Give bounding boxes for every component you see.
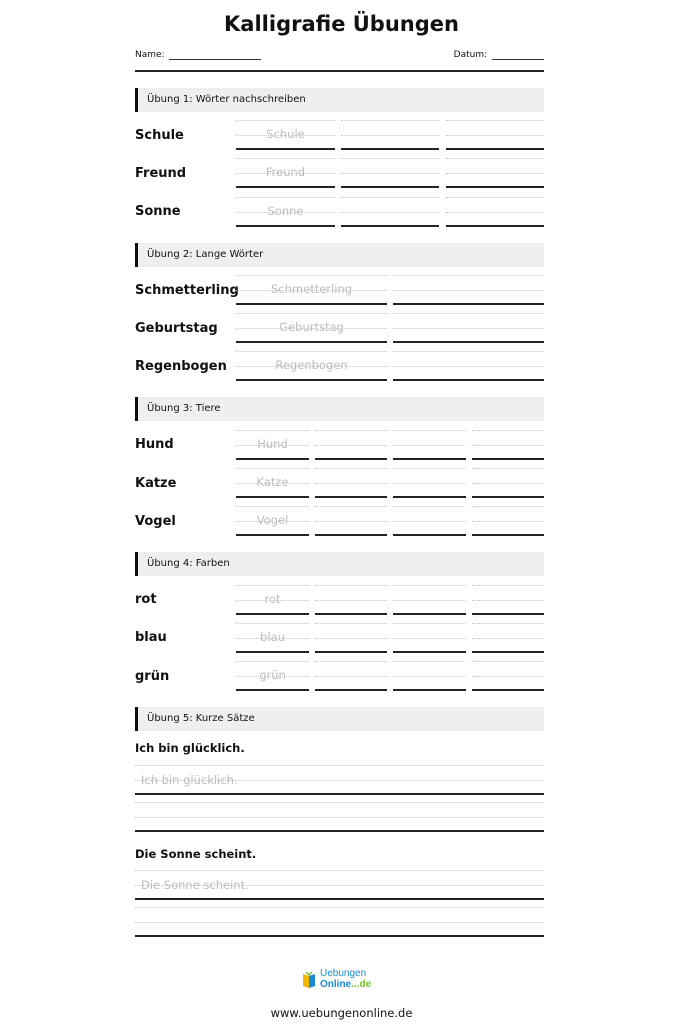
- tracing-box: [236, 468, 309, 498]
- sentence-tracing-text: Die Sonne scheint.: [141, 878, 249, 892]
- tracing-box: [236, 197, 335, 227]
- word-label: Freund: [135, 166, 187, 181]
- tracing-text: Schule: [266, 127, 305, 141]
- tracing-text: Sonne: [267, 204, 304, 218]
- section-2-title: Übung 2: Lange Wörter: [147, 249, 264, 260]
- section-4-header: [135, 552, 544, 576]
- section-2-header: [135, 243, 544, 267]
- section-5-header: [135, 707, 544, 731]
- tracing-box: [236, 430, 309, 460]
- writing-box: [393, 585, 466, 615]
- name-field: [135, 50, 261, 60]
- word-label: Katze: [135, 476, 177, 491]
- tracing-box: [236, 623, 309, 653]
- section-4-title: Übung 4: Farben: [147, 558, 230, 569]
- writing-box: [341, 120, 439, 150]
- tracing-box: [236, 351, 387, 381]
- writing-box: [393, 351, 544, 381]
- writing-box: [393, 430, 466, 460]
- page-title: Kalligrafie Übungen: [224, 12, 459, 36]
- writing-box: [472, 585, 544, 615]
- tracing-box: [236, 120, 335, 150]
- tracing-box: [236, 661, 309, 691]
- writing-box: [393, 661, 466, 691]
- tracing-box: [236, 313, 387, 343]
- sentence-label: Die Sonne scheint.: [135, 847, 257, 861]
- logo-text-top: Uebungen: [320, 968, 367, 979]
- writing-box: [472, 506, 544, 536]
- logo-text-bottom: Online...de: [320, 979, 372, 990]
- sentence-tracing-line: [135, 765, 544, 795]
- writing-box: [446, 158, 544, 188]
- tracing-box: [236, 275, 387, 305]
- tracing-text: Freund: [265, 165, 306, 179]
- sentence-label: Ich bin glücklich.: [135, 741, 245, 755]
- writing-box: [446, 197, 544, 227]
- writing-box: [393, 506, 466, 536]
- word-label: grün: [135, 669, 170, 684]
- tracing-text: Regenbogen: [275, 358, 348, 372]
- word-label: Regenbogen: [135, 359, 227, 374]
- section-3-title: Übung 3: Tiere: [147, 403, 221, 414]
- tracing-text: blau: [260, 630, 285, 644]
- tracing-text: Hund: [257, 437, 288, 451]
- section-5-title: Übung 5: Kurze Sätze: [147, 713, 255, 724]
- writing-box: [315, 468, 387, 498]
- word-label: Schmetterling: [135, 283, 239, 298]
- header-divider: [135, 70, 544, 72]
- tracing-text: Schmetterling: [271, 282, 352, 296]
- date-field: [454, 50, 544, 60]
- writing-box: [315, 623, 387, 653]
- writing-box: [315, 430, 387, 460]
- word-label: Sonne: [135, 204, 181, 219]
- tracing-box: [236, 158, 335, 188]
- writing-box: [446, 120, 544, 150]
- word-label: Hund: [135, 437, 174, 452]
- site-logo[interactable]: [302, 968, 382, 994]
- section-1-title: Übung 1: Wörter nachschreiben: [147, 94, 306, 105]
- footer-url[interactable]: www.uebungenonline.de: [270, 1006, 413, 1020]
- writing-box: [472, 430, 544, 460]
- tracing-text: rot: [264, 592, 281, 606]
- word-label: Geburtstag: [135, 321, 218, 336]
- writing-box: [393, 275, 544, 305]
- tracing-text: Katze: [256, 475, 289, 489]
- writing-box: [315, 585, 387, 615]
- writing-box: [341, 158, 439, 188]
- book-icon: [302, 971, 316, 989]
- tracing-text: Vogel: [256, 513, 289, 527]
- writing-box: [341, 197, 439, 227]
- writing-box: [393, 623, 466, 653]
- sentence-tracing-text: Ich bin glücklich.: [141, 773, 238, 787]
- date-label: Datum:: [453, 50, 488, 60]
- section-1-header: [135, 88, 544, 112]
- writing-box: [393, 313, 544, 343]
- tracing-box: [236, 506, 309, 536]
- sentence-tracing-line: [135, 870, 544, 900]
- word-label: rot: [135, 592, 157, 607]
- word-label: Schule: [135, 128, 184, 143]
- writing-box: [315, 661, 387, 691]
- section-3-header: [135, 397, 544, 421]
- writing-box: [472, 623, 544, 653]
- name-write-line: [169, 51, 261, 60]
- sentence-writing-line: [135, 802, 544, 832]
- writing-box: [472, 661, 544, 691]
- word-label: blau: [135, 630, 167, 645]
- writing-box: [393, 468, 466, 498]
- name-label: Name:: [135, 50, 165, 60]
- writing-box: [472, 468, 544, 498]
- tracing-text: grün: [259, 668, 286, 682]
- tracing-box: [236, 585, 309, 615]
- word-label: Vogel: [135, 514, 176, 529]
- tracing-text: Geburtstag: [279, 320, 344, 334]
- sentence-writing-line: [135, 907, 544, 937]
- date-write-line: [492, 51, 544, 60]
- writing-box: [315, 506, 387, 536]
